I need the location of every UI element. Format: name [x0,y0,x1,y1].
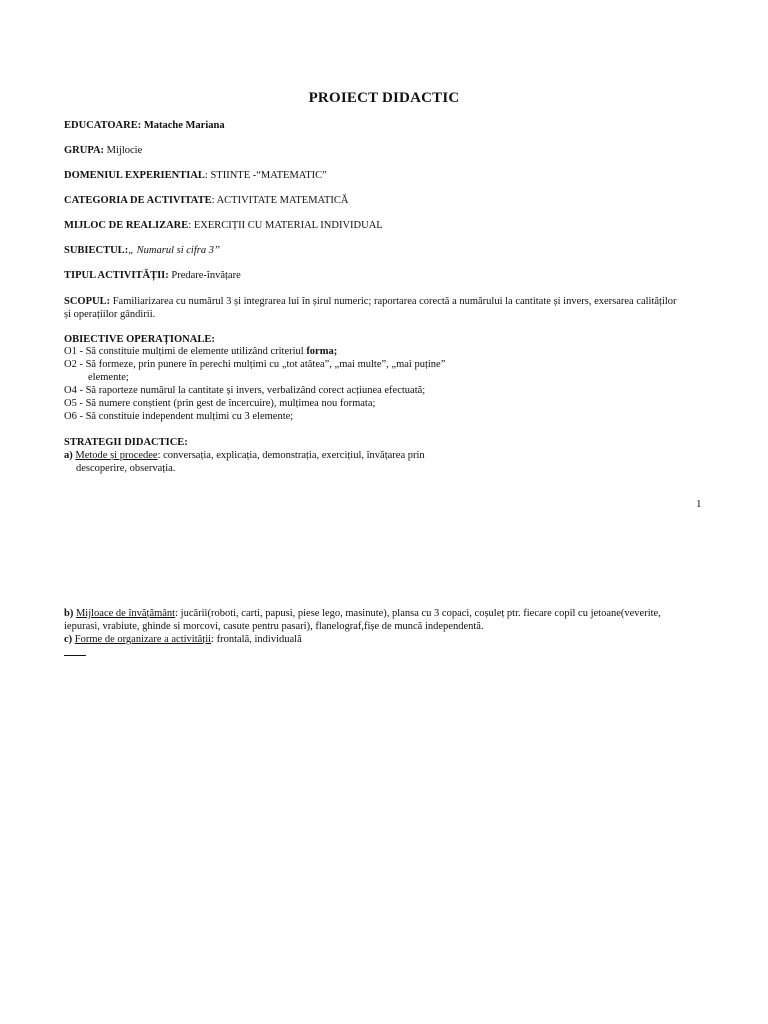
objective-item [88,372,738,385]
mijloace-line [64,607,714,620]
strategii-a-prefix: a) [64,450,73,461]
strategii-heading-line [64,436,712,449]
educatoare-label: EDUCATOARE: Matache Mariana [64,120,225,131]
document-title: PROIECT DIDACTIC [308,90,460,106]
strategii-a-text-2: descoperire, observația. [76,463,176,474]
mijloace-text-2: iepurasi, vrabiute, ghinde si morcovi, casute pentru pasari), flanelograf,fișe de muncă independentă. [64,621,484,632]
subiectul-label: SUBIECTUL: [64,245,129,256]
categoria-line [64,194,712,207]
objective-text: O1 - Să constituie mulțimi de elemente utilizând criteriul [64,346,307,357]
forme-line [64,633,714,646]
grupa-line [64,144,712,157]
objective-item [64,359,714,372]
strategii-a-line [64,449,712,462]
short-separator-line [64,655,86,656]
forme-prefix: c) [64,634,73,645]
mijloace-prefix: b) [64,608,74,619]
objective-bold: forma; [306,346,338,357]
tipul-line [64,269,712,282]
objective-text: O6 - Să constituie independent mulțimi cu 3 elemente; [64,411,294,422]
domeniul-line [64,169,712,182]
mijloace-label: Mijloace de învățământ [75,608,176,619]
subiectul-value: „ Numarul si cifra 3’’ [128,245,220,256]
categoria-value: : ACTIVITATE MATEMATICĂ [211,195,349,206]
scopul-text-1: Familiarizarea cu numărul 3 și integrarea lui în șirul numeric; raportarea corectă a numărului la cantitate și invers, exersarea calităților [110,296,677,307]
mijloc-label: MIJLOC DE REALIZARE [64,220,189,231]
objective-text: O4 - Să raporteze numărul la cantitate și invers, verbalizând corect acțiunea efectuată; [64,385,426,396]
forme-text: : frontală, individuală [211,634,302,645]
mijloace-line-2 [64,620,714,633]
mijloace-text: : jucării(roboti, carti, papusi, piese lego, masinute), plansa cu 3 copaci, coșuleț ptr. fiecare copil cu jetoane(veverite, [175,608,661,619]
tipul-value: Predare-învățare [168,270,241,281]
strategii-a-line-2 [76,462,724,475]
forme-label: Forme de organizare a activității [74,634,212,645]
mijloc-line [64,219,712,232]
obiective-heading: OBIECTIVE OPERAȚIONALE: [64,334,215,345]
strategii-a-label: Metode și procedee [75,450,158,461]
objective-item [64,346,714,359]
tipul-label: TIPUL ACTIVITĂȚII: [64,270,169,281]
objective-item [64,398,714,411]
mijloc-value: : EXERCIȚII CU MATERIAL INDIVIDUAL [188,220,383,231]
scopul-line-1 [64,295,712,308]
strategii-a-text: : conversația, explicația, demonstrația, exercițiul, învățarea prin [157,450,425,461]
objective-text: O5 - Să numere conștient (prin gest de încercuire), mulțimea nou formata; [64,398,376,409]
objective-text: elemente; [88,372,129,383]
obiective-heading-line [64,333,712,346]
grupa-value: Mijlocie [104,145,143,156]
objective-item [64,385,714,398]
domeniul-value: : STIINTE -“MATEMATIC” [204,170,327,181]
objective-text: O2 - Să formeze, prin punere în perechi mulțimi cu „tot atâtea”, „mai multe”, „mai puține” [64,359,446,370]
objective-item [64,411,714,424]
subiectul-line [64,244,712,257]
categoria-label: CATEGORIA DE ACTIVITATE [64,195,212,206]
scopul-line-2 [64,308,712,321]
strategii-heading: STRATEGII DIDACTICE: [64,437,188,448]
scopul-text-2: și operațiilor gândirii. [64,309,156,320]
page-number: 1 [696,498,702,510]
domeniul-label: DOMENIUL EXPERIENTIAL [64,170,205,181]
educatoare-line [64,119,712,132]
grupa-label: GRUPA: [64,145,105,156]
scopul-label: SCOPUL: [64,296,111,307]
